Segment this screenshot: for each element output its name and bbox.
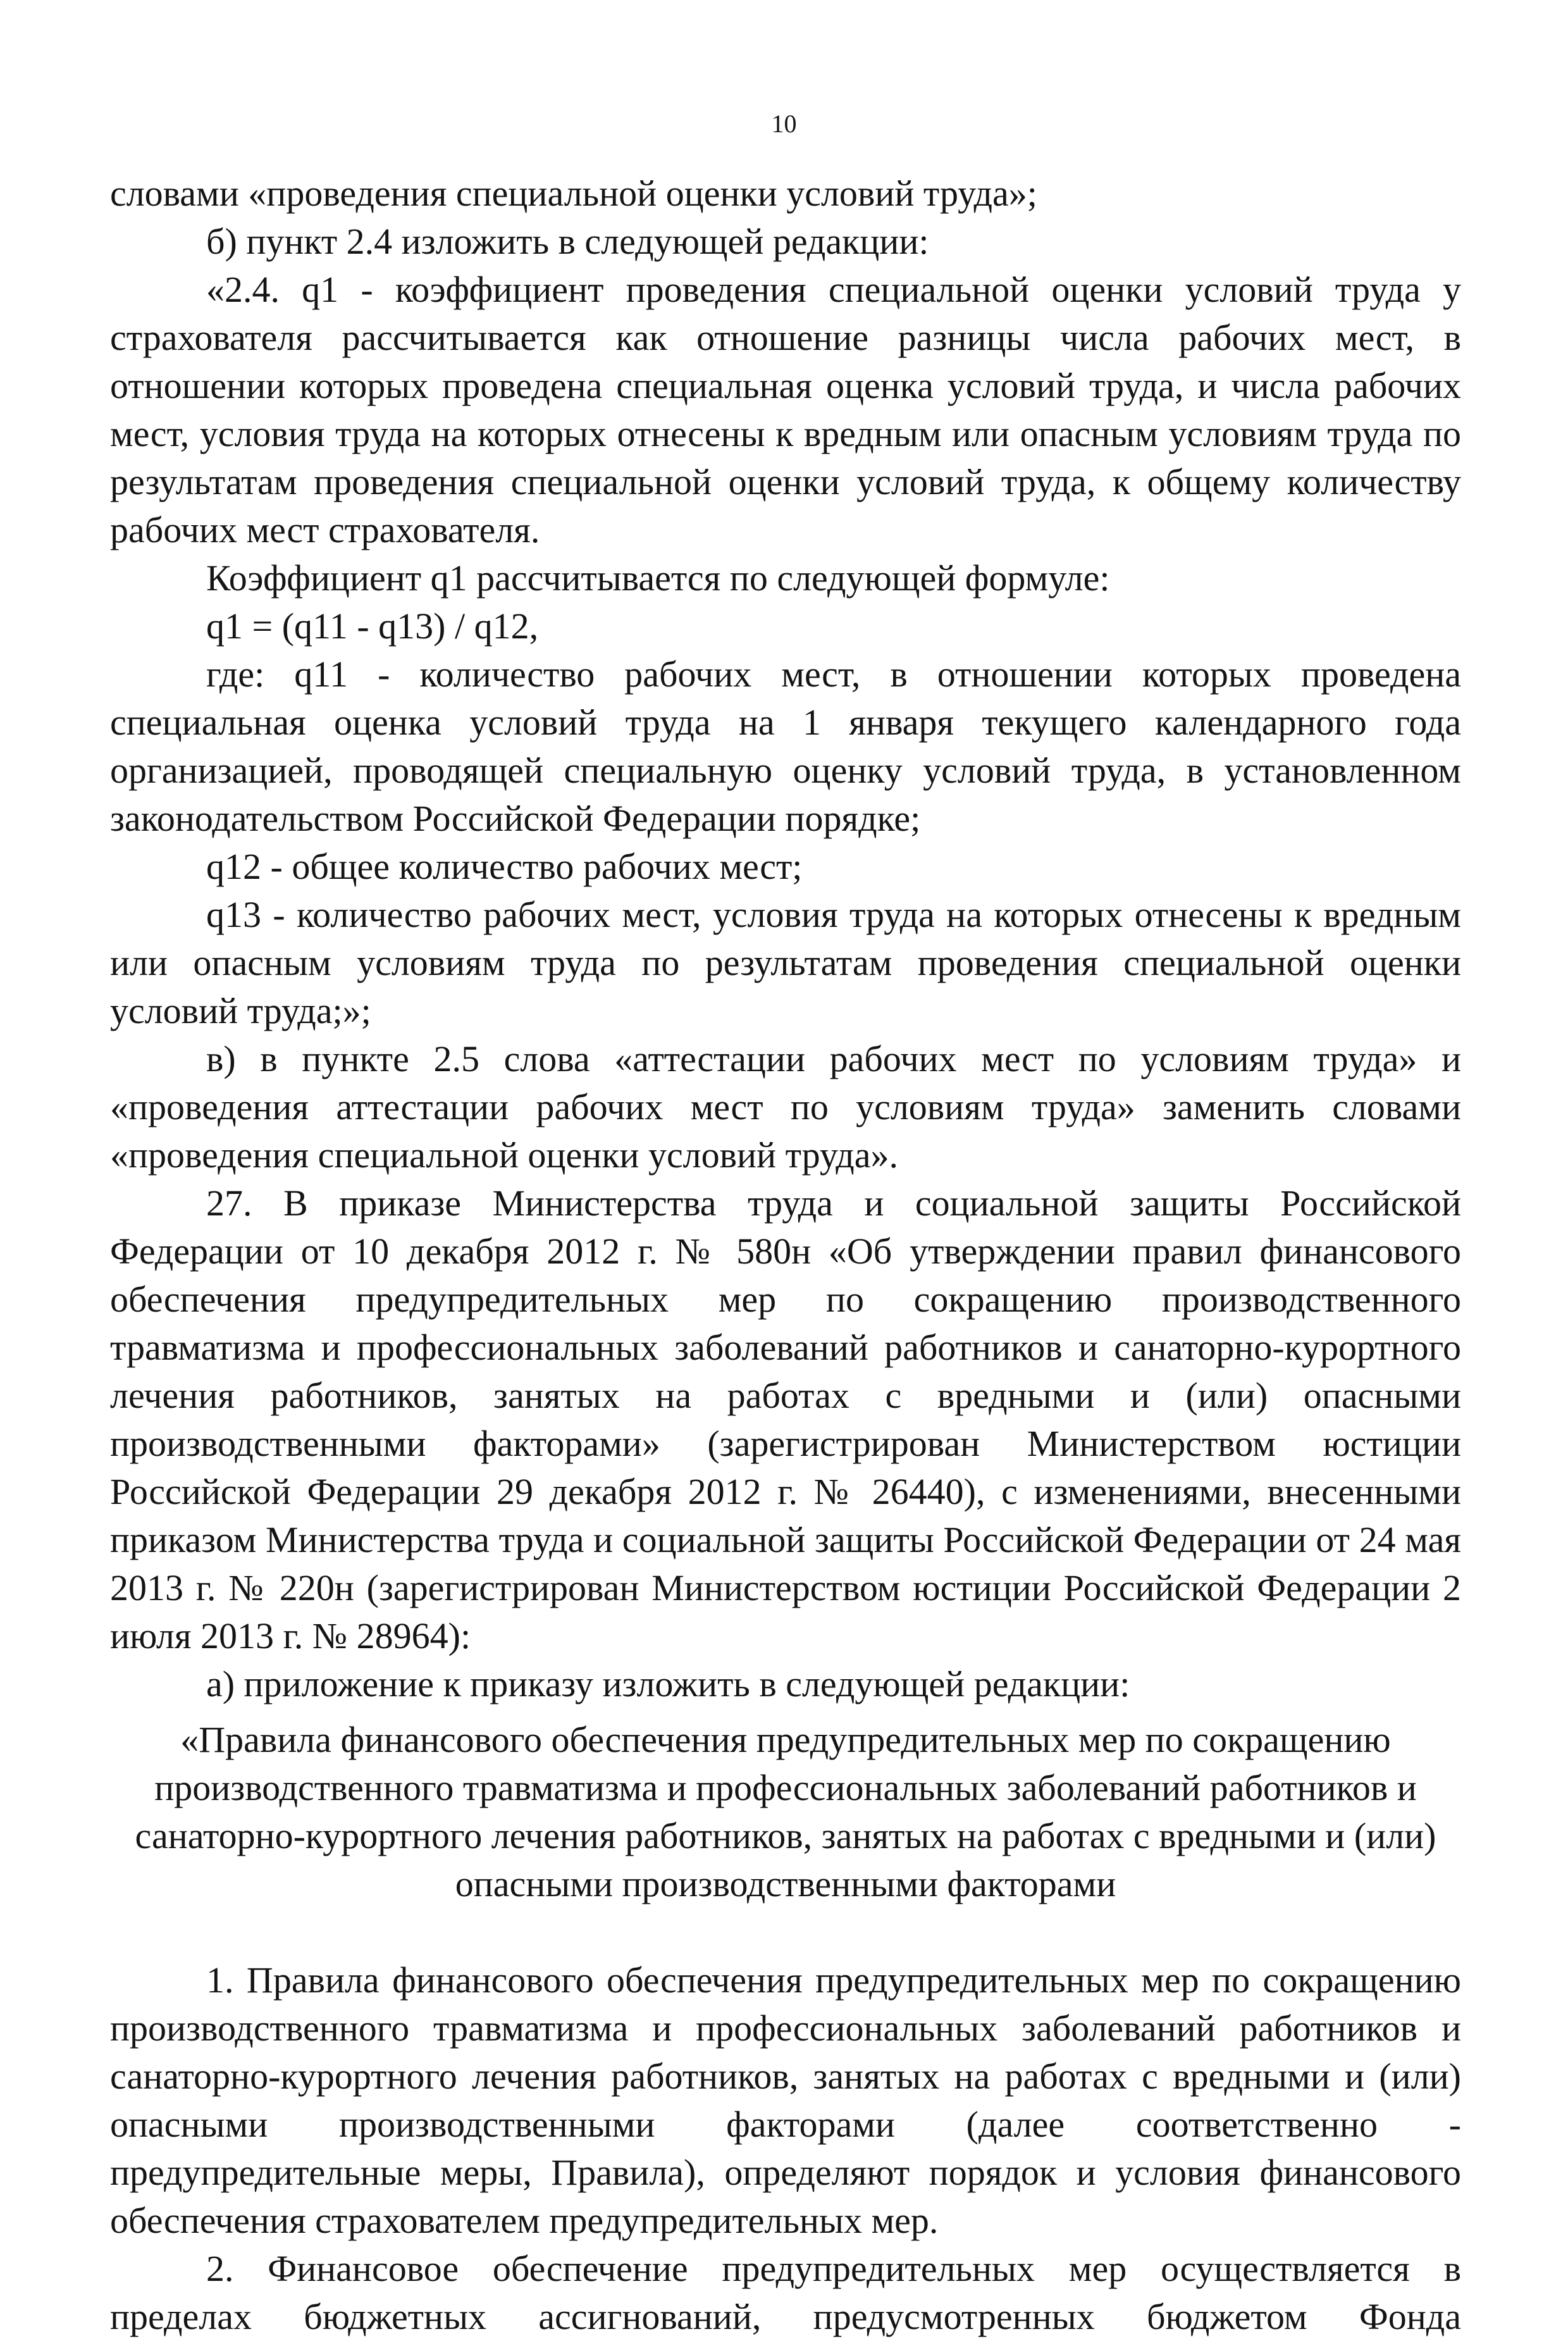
paragraph: q12 - общее количество рабочих мест; <box>206 846 803 887</box>
page-number: 10 <box>771 109 797 138</box>
spacer <box>110 1908 1461 1956</box>
formula: q1 = (q11 - q13) / q12, <box>206 605 539 647</box>
rules-heading: «Правила финансового обеспечения предупредительных мер по сокращению производственного травматизма и профессиональных заболеваний работников и санаторно-курортного лечения работников, занятых на работах с вредными и (или) опасными производственными факторами <box>135 1719 1436 1904</box>
paragraph: б) пункт 2.4 изложить в следующей редакции: <box>206 221 929 262</box>
paragraph: 27. В приказе Министерства труда и социальной защиты Российской Федерации от 10 декабря 2012 г. № 580н «Об утверждении правил финансового обеспечения предупредительных мер по сокращению производственного травматизма и профессиональных заболеваний работников и санаторно-курортного лечения работников, занятых на работах с вредными и (или) опасными производственными факторами» (зарегистрирован Министерством юстиции Российской Федерации 29 декабря 2012 г. № 26440), с изменениями, внесенными приказом Министерства труда и социальной защиты Российской Федерации от 24 мая 2013 г. № 220н (зарегистрирован Министерством юстиции Российской Федерации 2 июля 2013 г. № 28964): <box>110 1183 1461 1656</box>
paragraph: словами «проведения специальной оценки условий труда»; <box>110 173 1037 214</box>
paragraph: q13 - количество рабочих мест, условия труда на которых отнесены к вредным или опасным условиям труда по результатам проведения специальной оценки условий труда;»; <box>110 894 1461 1031</box>
paragraph: 1. Правила финансового обеспечения предупредительных мер по сокращению производственного травматизма и профессиональных заболеваний работников и санаторно-курортного лечения работников, занятых на работах с вредными и (или) опасными производственными факторами (далее соответственно - предупредительные меры, Правила), определяют порядок и условия финансового обеспечения страхователем предупредительных мер. <box>110 1959 1461 2241</box>
paragraph: в) в пункте 2.5 слова «аттестации рабочих мест по условиям труда» и «проведения аттестации рабочих мест по условиям труда» заменить словами «проведения специальной оценки условий труда». <box>110 1038 1461 1176</box>
paragraph: Коэффициент q1 рассчитывается по следующей формуле: <box>206 557 1110 599</box>
paragraph: «2.4. q1 - коэффициент проведения специальной оценки условий труда у страхователя рассчитывается как отношение разницы числа рабочих мест, в отношении которых проведена специальная оценка условий труда, и числа рабочих мест, условия труда на которых отнесены к вредным или опасным условиям труда по результатам проведения специальной оценки условий труда, к общему количеству рабочих мест страхователя. <box>110 269 1461 550</box>
document-body <box>110 170 1461 2341</box>
paragraph: 2. Финансовое обеспечение предупредительных мер осуществляется в пределах бюджетных ассигнований, предусмотренных бюджетом Фонда <box>110 2248 1461 2337</box>
paragraph: где: q11 - количество рабочих мест, в отношении которых проведена специальная оценка условий труда на 1 января текущего календарного года организацией, проводящей специальную оценку условий труда, в установленном законодательством Российской Федерации порядке; <box>110 654 1461 839</box>
paragraph: а) приложение к приказу изложить в следующей редакции: <box>206 1663 1130 1705</box>
